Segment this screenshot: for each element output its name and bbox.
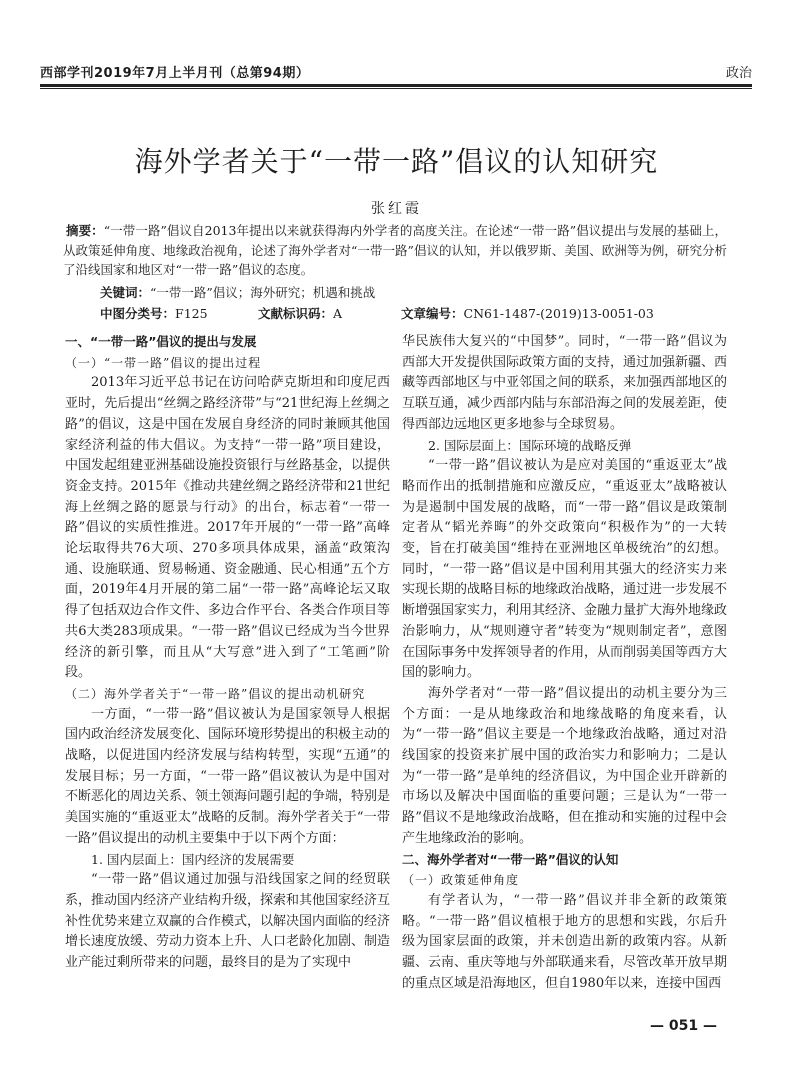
keywords [100,283,375,302]
left-column [65,332,390,974]
document-code [258,304,342,323]
section-label: 政治 [725,66,752,81]
paragraph: 海外学者对“一带一路”倡议提出的动机主要分为三个方面：一是从地缘政治和地缘战略的角度来看，认为“一带一路”倡议主要是一个地缘政治战略，通过对沿线国家的投资来扩展中国的政治实力和影响力；二是认为“一带一路”是单纯的经济倡议，为中国企业开辟新的市场以及解决中国面临的重要问题；三是认为“一带一路”倡议不是地缘政治战略，但在推动和实施的过程中会产生地缘政治的影响。 [402,685,727,846]
paragraph: 一方面，“一带一路”倡议被认为是国家领导人根据国内政治经济发展变化、国际环境形势提出的积极主动的战略，以促进国内经济发展与结构转型，实现“五通”的发展目标；另一方面，“一带一路”倡议被认为是中国对不断恶化的周边关系、领土领海问题引起的争端，特别是美国实施的“重返亚太”战略的反制。海外学者关于“一带一路”倡议提出的动机主要集中于以下两个方面： [65,706,391,846]
abstract-label: 摘要： [66,223,104,238]
paragraph: “一带一路”倡议被认为是应对美国的“重返亚太”战略而作出的抵制措施和应激反应，“重返亚太”战略被认为是遏制中国发展的战略，而“一带一路”倡议是政策制定者从“韬光养晦”的外交政策向“积极作为”的一大转变，旨在打破美国“维持在亚洲地区单极统治”的幻想。同时，“一带一路”倡议是中国利用其强大的经济实力来实现长期的战略目标的地缘政治战略，通过进一步发展不断增强国家实力，利用其经济、金融力量扩大海外地缘政治影响力，从“规则遵守者”转变为“规则制定者”，意图在国际事务中发挥领导者的作用，从而削弱美国等西方大国的影响力。 [402,458,728,681]
article-number [401,304,654,323]
clc-number [100,304,208,323]
doc-code-value: A [333,306,343,321]
article-no-label: 文章编号： [401,306,464,321]
clc-value: F125 [175,306,208,321]
article-title: 海外学者关于“一带一路”倡议的认知研究 [134,145,659,178]
paragraph: 2013年习近平总书记在访问哈萨克斯坦和印度尼西亚时，先后提出“丝绸之路经济带”与“21世纪海上丝绸之路”的倡议，这是中国在发展自身经济的同时兼顾其他国家经济利益的伟大倡议。为支持“一带一路”项目建设，中国发起组建亚洲基础设施投资银行与丝路基金，以提供资金支持。2015年《推动共建丝绸之路经济带和21世纪海上丝绸之路的愿景与行动》的出台，标志着“一带一路”倡议的实质性推进。2017年开展的“一带一路”高峰论坛取得共76大项、270多项具体成果，涵盖“政策沟通、设施联通、贸易畅通、资金融通、民心相通”五个方面，2019年4月开展的第二届“一带一路”高峰论坛又取得了包括双边合作文件、多边合作平台、各类合作项目等共6大类283项成果。“一带一路”倡议已经成为当今世界经济的新引擎，而且从“大写意”进入到了“工笔画”阶段。 [65,375,391,681]
running-header [40,60,752,82]
right-column [402,332,727,995]
section-heading: 一、“一带一路”倡议的提出与发展 [65,334,257,349]
journal-issue-label: 西部学刊2019年7月上半月刊（总第94期） [40,66,310,81]
abstract-text: “一带一路”倡议自2013年提出以来就获得海内外学者的高度关注。在论述“一带一路”倡议提出与发展的基础上，从政策延伸角度、地缘政治视角，论述了海外学者对“一带一路”倡议的认知，并以俄罗斯、美国、欧洲等为例，研究分析了沿线国家和地区对“一带一路”倡议的态度。 [63,223,727,277]
page-number: — 051 — [650,1018,717,1034]
paragraph: 有学者认为，“一带一路”倡议并非全新的政策策略。“一带一路”倡议植根于地方的思想和实践，尔后升级为国家层面的政策，并未创造出新的政策内容。从新疆、云南、重庆等地与外部联通来看，尽管改革开放早期的重点区域是沿海地区，但自1980年以来，连接中国西 [402,892,728,991]
abstract [63,221,727,280]
subsection-heading: （一）“一带一路”倡议的提出过程 [65,355,262,370]
keywords-text: “一带一路”倡议；海外研究；机遇和挑战 [150,285,376,300]
section-heading: 二、海外学者对“一带一路”倡议的认知 [402,851,619,867]
clc-label: 中图分类号： [100,306,176,321]
paragraph-continued: 华民族伟大复兴的“中国梦”。同时，“一带一路”倡议为西部大开发提供国际政策方面的支持，通过加强新疆、西藏等西部地区与中亚邻国之间的联系，来加强西部地区的互联互通，减少西部内陆与东部沿海之间的发展差距，使得西部边远地区更多地参与全球贸易。 [402,334,728,432]
article-no-value: CN61-1487-(2019)13-0051-03 [463,306,654,321]
point-heading: 1. 国内层面上：国内经济的发展需要 [91,851,295,867]
doc-code-label: 文献标识码： [258,306,334,321]
subsection-heading: （一）政策延伸角度 [402,873,520,888]
article-author: 张红霞 [371,201,422,217]
header-rule-thin [40,88,752,89]
header-rule-thick [40,84,752,87]
paragraph: “一带一路”倡议通过加强与沿线国家之间的经贸联系，推动国内经济产业结构升级，探索和其他国家经济互补性优势来建立双赢的合作模式，以解决国内面临的经济增长速度放缓、劳动力资本上升、人口老龄化加剧、制造业产能过剩所带来的问题，最终目的是为了实现中 [65,872,391,971]
subsection-heading: （二）海外学者关于“一带一路”倡议的提出动机研究 [65,686,366,701]
point-heading: 2. 国际层面上：国际环境的战略反弹 [428,437,632,453]
keywords-label: 关键词： [100,285,151,300]
